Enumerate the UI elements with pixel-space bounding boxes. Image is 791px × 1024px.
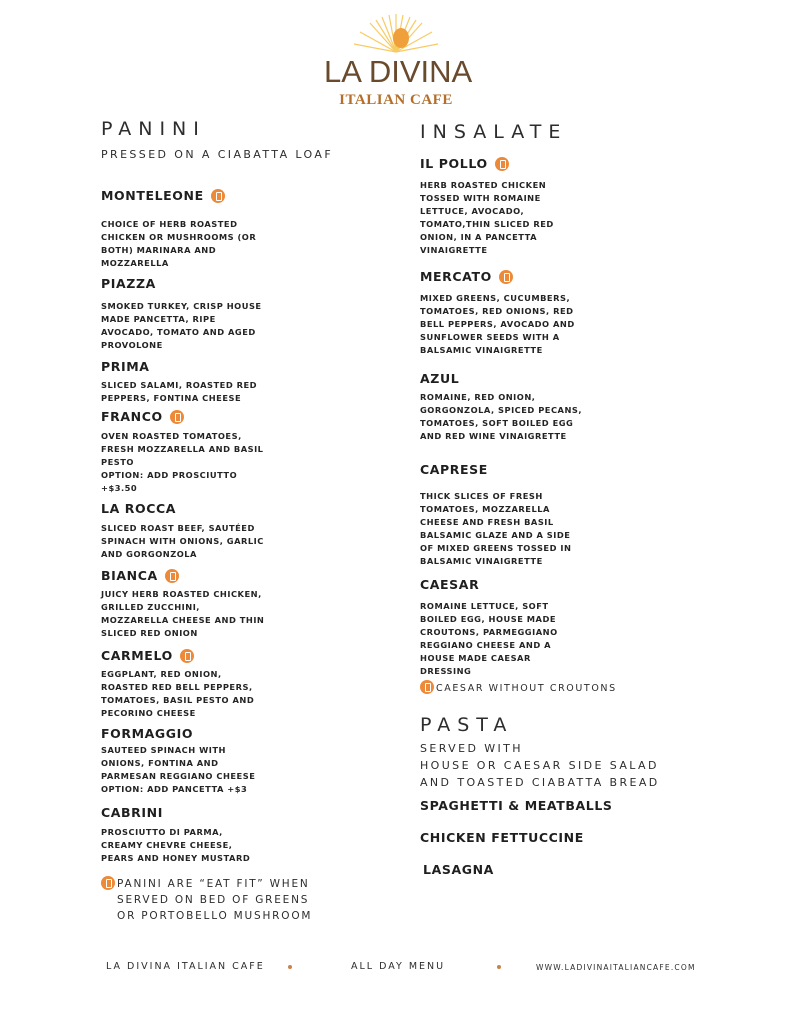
item-description: HERB ROASTED CHICKEN TOSSED WITH ROMAINE LETTUCE, AVOCADO, TOMATO,THIN SLICED RED ONION, IN A PANCETTA VINAIGRETTE — [420, 180, 554, 255]
item-description: SLICED SALAMI, ROASTED RED PEPPERS, FONTINA CHEESE — [101, 380, 258, 403]
section-title-pasta: PASTA — [420, 714, 514, 736]
menu-item — [101, 568, 179, 584]
item-name: CAESAR — [420, 577, 480, 592]
item-name: SPAGHETTI & MEATBALLS — [420, 798, 613, 813]
item-name: CHICKEN FETTUCCINE — [420, 830, 584, 845]
item-description: EGGPLANT, RED ONION, ROASTED RED BELL PEPPERS, TOMATOES, BASIL PESTO AND PECORINO CHEESE — [101, 669, 255, 718]
footer-dot — [288, 965, 292, 969]
menu-item — [101, 648, 194, 664]
menu-item — [420, 156, 509, 172]
footer-center: ALL DAY MENU — [351, 961, 446, 972]
eat-fit-icon — [165, 569, 179, 583]
footer-website-link[interactable]: WWW.LADIVINAITALIANCAFE.COM — [536, 963, 696, 972]
eat-fit-icon — [420, 680, 434, 694]
item-description: OVEN ROASTED TOMATOES, FRESH MOZZARELLA AND BASIL PESTO OPTION: ADD PROSCIUTTO +$3.50 — [101, 431, 264, 493]
logo-name: LA DIVINA — [324, 54, 473, 89]
item-description: JUICY HERB ROASTED CHICKEN, GRILLED ZUCCHINI, MOZZARELLA CHEESE AND THIN SLICED RED ONION — [101, 589, 265, 638]
item-description: CHOICE OF HERB ROASTED CHICKEN OR MUSHROOMS (OR BOTH) MARINARA AND MOZZARELLA — [101, 219, 257, 268]
item-name: CAPRESE — [420, 462, 488, 477]
section-subtitle-pasta: SERVED WITH HOUSE OR CAESAR SIDE SALAD AND TOASTED CIABATTA BREAD — [420, 742, 660, 789]
section-subtitle-panini: PRESSED ON A CIABATTA LOAF — [101, 148, 334, 161]
menu-item — [101, 188, 225, 204]
item-description: SMOKED TURKEY, CRISP HOUSE MADE PANCETTA, RIPE AVOCADO, TOMATO AND AGED PROVOLONE — [101, 301, 262, 350]
item-name: CARMELO — [101, 648, 194, 664]
item-description: THICK SLICES OF FRESH TOMATOES, MOZZARELLA CHEESE AND FRESH BASIL BALSAMIC GLAZE AND A SIDE OF MIXED GREENS TOSSED IN BALSAMIC VINAIGRETTE — [420, 491, 572, 566]
item-description: ROMAINE, RED ONION, GORGONZOLA, SPICED PECANS, TOMATOES, SOFT BOILED EGG AND RED WINE VINAIGRETTE — [420, 392, 583, 441]
item-name: FORMAGGIO — [101, 726, 194, 741]
caesar-note: CAESAR WITHOUT CROUTONS — [420, 680, 617, 697]
eat-fit-icon — [211, 189, 225, 203]
footer-left: LA DIVINA ITALIAN CAFE — [106, 961, 265, 972]
eat-fit-icon — [101, 876, 115, 890]
item-name: FRANCO — [101, 409, 184, 425]
eat-fit-icon — [499, 270, 513, 284]
eat-fit-icon — [495, 157, 509, 171]
menu-item — [420, 269, 513, 285]
item-name: LA ROCCA — [101, 501, 177, 516]
section-title-insalate: INSALATE — [420, 121, 568, 143]
section-title-panini: PANINI — [101, 118, 206, 140]
item-name: MERCATO — [420, 269, 513, 285]
item-name: LASAGNA — [423, 862, 494, 877]
logo — [318, 12, 474, 108]
eat-fit-icon — [170, 410, 184, 424]
item-name: BIANCA — [101, 568, 179, 584]
item-description: SLICED ROAST BEEF, SAUTÉED SPINACH WITH ONIONS, GARLIC AND GORGONZOLA — [101, 523, 264, 559]
logo-subtitle: ITALIAN CAFE — [339, 92, 453, 108]
item-name: PIAZZA — [101, 276, 156, 291]
item-name: AZUL — [420, 371, 460, 386]
footer-dot — [497, 965, 501, 969]
eat-fit-note: PANINI ARE “EAT FIT” WHEN SERVED ON BED OF GREENS OR PORTOBELLO MUSHROOM — [101, 876, 312, 924]
item-description: SAUTEED SPINACH WITH ONIONS, FONTINA AND PARMESAN REGGIANO CHEESE OPTION: ADD PANCETTA +$3 — [101, 745, 256, 794]
item-name: MONTELEONE — [101, 188, 225, 204]
item-description: MIXED GREENS, CUCUMBERS, TOMATOES, RED ONIONS, RED BELL PEPPERS, AVOCADO AND SUNFLOWER SEEDS WITH A BALSAMIC VINAIGRETTE — [420, 293, 575, 355]
menu-item — [101, 409, 184, 425]
item-name: IL POLLO — [420, 156, 509, 172]
item-name: CABRINI — [101, 805, 163, 820]
eat-fit-icon — [180, 649, 194, 663]
item-description: PROSCIUTTO DI PARMA, CREAMY CHEVRE CHEESE, PEARS AND HONEY MUSTARD — [101, 827, 251, 863]
item-name: PRIMA — [101, 359, 150, 374]
item-description: ROMAINE LETTUCE, SOFT BOILED EGG, HOUSE MADE CROUTONS, PARMEGGIANO REGGIANO CHEESE AND A HOUSE MADE CAESAR DRESSING — [420, 601, 558, 676]
